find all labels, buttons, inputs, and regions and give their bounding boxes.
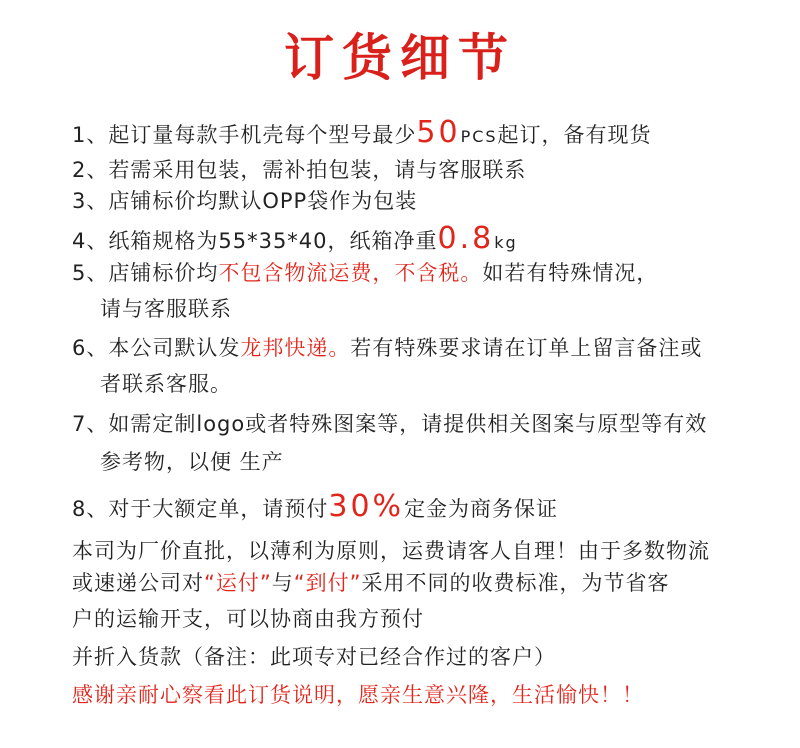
item-5 [72, 258, 658, 288]
item-6-cont: 者联系客服。 [100, 372, 232, 396]
no-shipping-fee-note: 不包含物流运费，不含税。 [218, 261, 483, 285]
note-line-1: 本司为厂价直批，以薄利为原则，运费请客人自理！由于多数物流 [72, 539, 710, 563]
item-4 [72, 221, 518, 258]
note-line-3: 户的运输开支，可以协商由我方预付 [72, 607, 424, 631]
item-1 [72, 115, 652, 152]
item-8 [72, 489, 559, 524]
item-5-cont: 请与客服联系 [100, 297, 232, 321]
item-8-text: 8、对于大额定单，请预付 [72, 497, 329, 521]
kg-unit: kg [494, 233, 518, 252]
thanks-line: 感谢亲耐心察看此订货说明，愿亲生意兴隆，生活愉快！！ [72, 683, 644, 707]
item-4-text: 4、纸箱规格为55*35*40，纸箱净重 [72, 229, 438, 253]
item-1-text: 1、起订量每款手机壳每个型号最少 [72, 123, 417, 147]
item-7-cont: 参考物，以便 生产 [100, 450, 284, 474]
note-2-text: 或速递公司对 [72, 571, 204, 595]
page-title: 订货细节 [284, 29, 516, 87]
note-2-tail: 采用不同的收费标准，为节省客 [361, 571, 670, 595]
min-order-quantity: 50 [416, 115, 461, 150]
net-weight-value: 0.8 [437, 221, 495, 256]
item-5-tail: 如若有特殊情况， [482, 261, 659, 285]
item-7: 7、如需定制logo或者特殊图案等，请提供相关图案与原型等有效 [72, 412, 708, 436]
pcs-unit: PCS [460, 127, 498, 146]
deposit-percent: 30% [328, 489, 405, 524]
item-8-tail: 定金为商务保证 [404, 497, 559, 521]
note-2-and: 与 [271, 571, 294, 595]
note-line-4: 并折入货款（备注：此项专对已经合作过的客户） [72, 645, 556, 669]
cash-on-delivery-label: “到付” [293, 571, 362, 595]
item-3: 3、店铺标价均默认OPP袋作为包装 [72, 189, 418, 213]
note-line-2 [72, 568, 670, 598]
shipping-prepaid-label: “运付” [204, 571, 272, 595]
item-6-tail: 若有特殊要求请在订单上留言备注或 [350, 336, 703, 360]
item-1-tail: 起订，备有现货 [497, 123, 652, 147]
item-2: 2、若需采用包装，需补拍包装，请与客服联系 [72, 158, 527, 182]
item-6 [72, 333, 702, 363]
courier-name: 龙邦快递。 [240, 336, 351, 360]
item-6-text: 6、本公司默认发 [72, 336, 241, 360]
item-5-text: 5、店铺标价均 [72, 261, 219, 285]
